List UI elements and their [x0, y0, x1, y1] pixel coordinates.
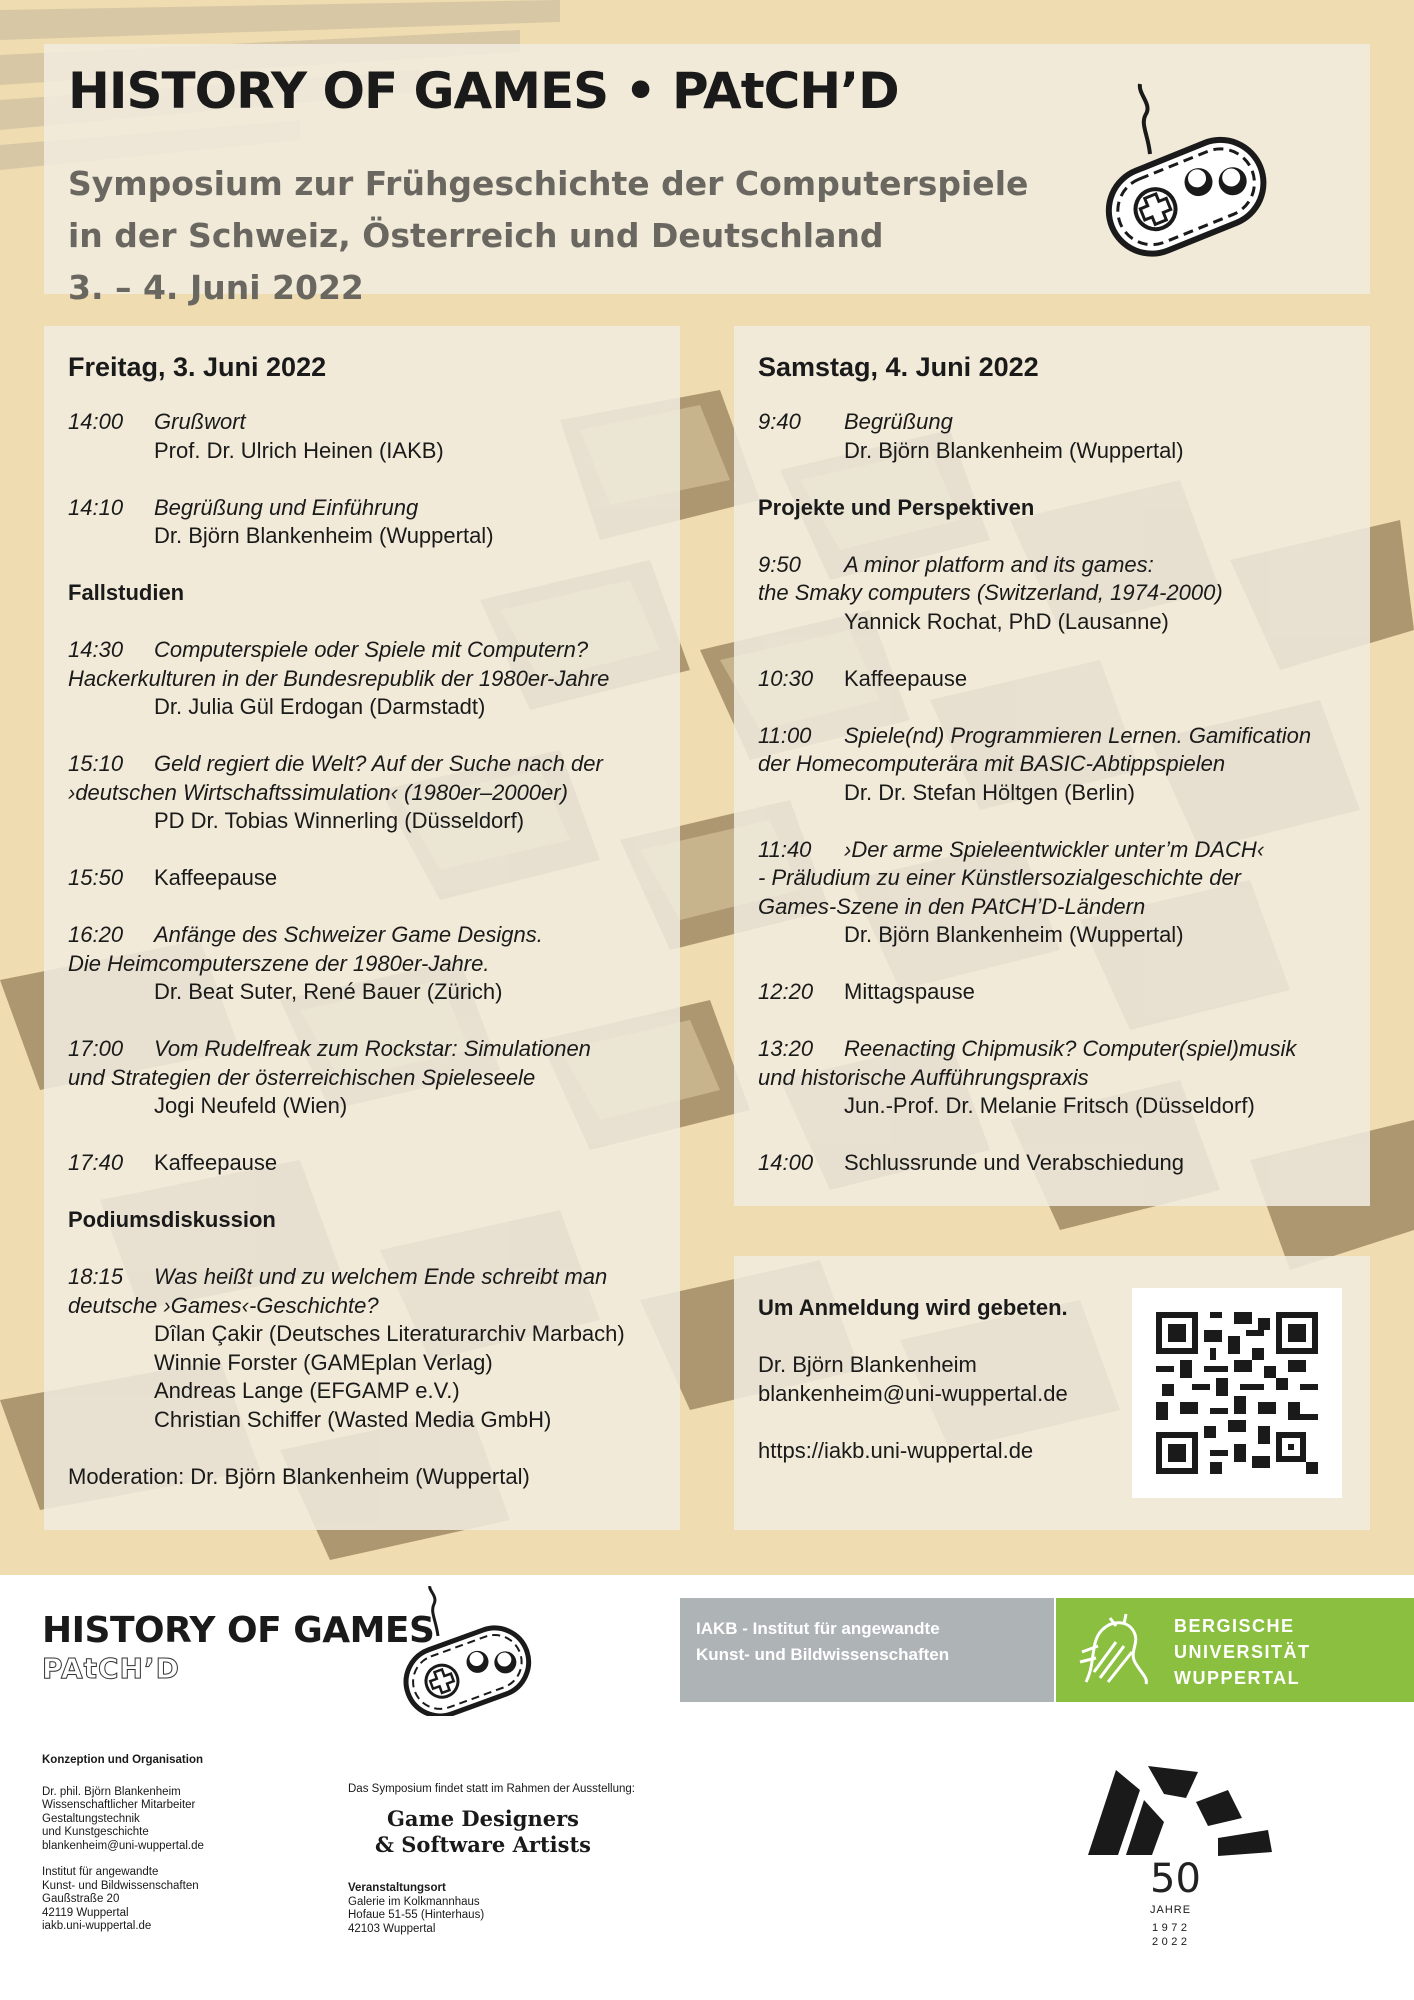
header-panel	[44, 44, 1370, 307]
program-speaker: Jogi Neufeld (Wien)	[154, 1093, 348, 1118]
org-line: und Kunstgeschichte	[42, 1826, 149, 1838]
qr-code-icon	[1156, 1312, 1318, 1474]
program-title: Begrüßung und Einführung	[154, 494, 419, 520]
program-time: 14:00	[68, 409, 124, 434]
program-time: 14:00	[758, 1150, 814, 1175]
program-time: 15:50	[68, 865, 124, 890]
venue-info	[348, 1882, 608, 1936]
section-heading: Fallstudien	[68, 580, 185, 605]
program-title-cont: Games-Szene in den PAtCH’D-Ländern	[758, 893, 1146, 919]
program-item	[758, 551, 1354, 580]
venue-line: 42103 Wuppertal	[348, 1922, 436, 1935]
friday-program-panel	[44, 326, 680, 1530]
institute-line: 42119 Wuppertal	[42, 1906, 129, 1919]
anniversary-number: 50	[1150, 1856, 1201, 1902]
program-time: 17:00	[68, 1036, 124, 1061]
program-title: Begrüßung	[844, 409, 953, 434]
program-time: 11:00	[758, 722, 812, 748]
program-time: 12:20	[758, 979, 814, 1004]
institute-website[interactable]: iakb.uni-wuppertal.de	[42, 1920, 152, 1932]
venue-heading: Veranstaltungsort	[348, 1882, 446, 1894]
university-line-1: BERGISCHE	[1174, 1616, 1295, 1636]
program-title: A minor platform and its games:	[844, 551, 1154, 577]
section-heading: Projekte und Perspektiven	[758, 494, 1035, 520]
saturday-program	[758, 408, 1354, 1178]
moderation: Moderation: Dr. Björn Blankenheim (Wuppertal)	[68, 1463, 530, 1489]
program-time: 14:10	[68, 494, 124, 520]
program-item	[68, 1149, 664, 1178]
program-speaker: Dr. Björn Blankenheim (Wuppertal)	[844, 922, 1184, 947]
program-item	[68, 494, 664, 523]
program-time: 9:50	[758, 551, 801, 577]
program-title-cont: der Homecomputerära mit BASIC-Abtippspielen	[758, 751, 1226, 776]
game-controller-icon	[1090, 74, 1280, 264]
program-item	[758, 722, 1354, 751]
saturday-program-panel	[734, 326, 1370, 1206]
qr-code[interactable]	[1132, 1288, 1342, 1498]
program-speaker: Jun.-Prof. Dr. Melanie Fritsch (Düsseldorf)	[844, 1093, 1255, 1118]
program-item	[758, 1035, 1354, 1064]
subtitle-line-1: Symposium zur Frühgeschichte der Computerspiele	[68, 164, 1029, 203]
footer-game-controller-icon	[392, 1586, 542, 1716]
program-title: Grußwort	[154, 409, 246, 434]
subtitle-line-2: in der Schweiz, Österreich und Deutschland	[68, 216, 884, 255]
program-title: Spiele(nd) Programmieren Lernen. Gamification	[844, 722, 1312, 748]
registration-panel	[734, 1256, 1370, 1530]
program-time: 14:30	[68, 637, 124, 662]
program-title-cont: deutsche ›Games‹-Geschichte?	[68, 1292, 379, 1318]
program-title-cont: ›deutschen Wirtschaftssimulation‹ (1980er–2000er)	[68, 779, 568, 805]
program-time: 11:40	[758, 836, 812, 862]
program-speaker: Dr. Beat Suter, René Bauer (Zürich)	[154, 979, 503, 1004]
program-time: 9:40	[758, 409, 801, 434]
section-heading: Podiumsdiskussion	[68, 1207, 276, 1232]
contact-email-link[interactable]: blankenheim@uni-wuppertal.de	[758, 1380, 1068, 1406]
program-time: 13:20	[758, 1036, 814, 1061]
panel-speaker: Andreas Lange (EFGAMP e.V.)	[154, 1378, 460, 1403]
program-title-cont: und Strategien der österreichischen Spieleseele	[68, 1064, 536, 1090]
program-title: Vom Rudelfreak zum Rockstar: Simulationen	[154, 1036, 591, 1061]
org-line: Dr. phil. Björn Blankenheim	[42, 1785, 181, 1798]
org-email[interactable]: blankenheim@uni-wuppertal.de	[42, 1839, 204, 1852]
anniversary-word: JAHRE	[1150, 1904, 1192, 1916]
footer-logo-subtitle: PAtCH’D	[42, 1652, 180, 1685]
program-item	[68, 1035, 664, 1064]
program-title-cont: the Smaky computers (Switzerland, 1974-2000)	[758, 580, 1223, 605]
website-link[interactable]: https://iakb.uni-wuppertal.de	[758, 1437, 1034, 1463]
contact-name: Dr. Björn Blankenheim	[758, 1352, 977, 1377]
program-time: 10:30	[758, 665, 814, 691]
program-item	[68, 1263, 664, 1292]
exhibition-line-1: Game Designers	[386, 1806, 579, 1831]
program-break: Mittagspause	[844, 979, 975, 1004]
exhibition-line-2: & Software Artists	[375, 1832, 591, 1857]
program-item	[68, 408, 664, 437]
program-speaker: Dr. Julia Gül Erdogan (Darmstadt)	[154, 694, 486, 719]
institute-line: Gaußstraße 20	[42, 1893, 120, 1905]
program-item	[68, 750, 664, 779]
program-item	[68, 921, 664, 950]
exhibition-title	[348, 1806, 618, 1858]
program-break: Kaffeepause	[154, 865, 278, 890]
event-date: 3. – 4. Juni 2022	[68, 268, 364, 307]
program-speaker: Dr. Björn Blankenheim (Wuppertal)	[844, 437, 1184, 463]
institute-line: Kunst- und Bildwissenschaften	[42, 1879, 199, 1892]
program-time: 17:40	[68, 1150, 124, 1175]
program-break: Schlussrunde und Verabschiedung	[844, 1150, 1185, 1175]
program-item	[758, 665, 1354, 694]
exhibition-intro: Das Symposium findet statt im Rahmen der Ausstellung:	[348, 1783, 635, 1795]
program-item	[758, 836, 1354, 865]
program-title-cont: und historische Aufführungspraxis	[758, 1064, 1089, 1090]
lion-logo-icon	[1076, 1612, 1156, 1690]
friday-program	[68, 408, 664, 1491]
program-speaker: Yannick Rochat, PhD (Lausanne)	[844, 608, 1169, 634]
program-title: ›Der arme Spieleentwickler unter’m DACH‹	[844, 836, 1265, 862]
contact-text	[758, 1294, 1068, 1465]
program-break: Kaffeepause	[844, 665, 968, 691]
organization-info	[42, 1754, 302, 1934]
program-title: Geld regiert die Welt? Auf der Suche nach der	[154, 751, 603, 776]
venue-line: Hofaue 51-55 (Hinterhaus)	[348, 1909, 485, 1921]
anniversary-year-start: 1972	[1152, 1922, 1191, 1934]
anniversary-logo-icon	[1078, 1760, 1278, 1860]
registration-heading: Um Anmeldung wird gebeten.	[758, 1295, 1068, 1320]
program-item	[68, 636, 664, 665]
university-line-3: WUPPERTAL	[1174, 1668, 1301, 1688]
program-item	[68, 864, 664, 893]
institute-line: Institut für angewandte	[42, 1866, 159, 1878]
program-item	[758, 978, 1354, 1007]
program-time: 18:15	[68, 1264, 124, 1289]
program-speaker: Dr. Dr. Stefan Höltgen (Berlin)	[844, 779, 1136, 805]
anniversary-year-end: 2022	[1152, 1936, 1191, 1948]
friday-title: Freitag, 3. Juni 2022	[68, 352, 327, 382]
program-title: Was heißt und zu welchem Ende schreibt man	[154, 1264, 608, 1289]
panel-speaker: Winnie Forster (GAMEplan Verlag)	[154, 1349, 493, 1375]
org-line: Gestaltungstechnik	[42, 1812, 140, 1825]
panel-speaker: Christian Schiffer (Wasted Media GmbH)	[154, 1406, 552, 1432]
program-time: 15:10	[68, 751, 124, 776]
program-title-cont: Hackerkulturen in der Bundesrepublik der 1980er-Jahre	[68, 665, 610, 691]
org-line: Wissenschaftlicher Mitarbeiter	[42, 1799, 196, 1811]
program-title: Computerspiele oder Spiele mit Computern?	[154, 637, 589, 662]
panel-speaker: Dîlan Çakir (Deutsches Literaturarchiv Marbach)	[154, 1321, 625, 1346]
program-time: 16:20	[68, 922, 124, 947]
program-speaker: Dr. Björn Blankenheim (Wuppertal)	[154, 523, 494, 548]
footer-logo-title: HISTORY OF GAMES	[42, 1610, 435, 1651]
program-title-cont: Die Heimcomputerszene der 1980er-Jahre.	[68, 950, 490, 976]
iakb-logo-box	[680, 1598, 1054, 1702]
program-speaker: Prof. Dr. Ulrich Heinen (IAKB)	[154, 437, 444, 463]
program-title: Reenacting Chipmusik? Computer(spiel)musik	[844, 1036, 1297, 1061]
program-title-cont: - Präludium zu einer Künstlersozialgeschichte der	[758, 865, 1242, 890]
university-line-2: UNIVERSITÄT	[1174, 1642, 1311, 1662]
university-logo-box	[1056, 1598, 1414, 1702]
iakb-line-1: IAKB - Institut für angewandte	[696, 1619, 940, 1638]
program-item	[758, 408, 1354, 437]
program-title: Anfänge des Schweizer Game Designs.	[154, 922, 543, 947]
saturday-title: Samstag, 4. Juni 2022	[758, 352, 1039, 382]
iakb-line-2: Kunst- und Bildwissenschaften	[696, 1645, 950, 1664]
program-break: Kaffeepause	[154, 1150, 278, 1175]
venue-line: Galerie im Kolkmannhaus	[348, 1895, 480, 1908]
poster-title: HISTORY OF GAMES • PAtCH’D	[68, 62, 899, 120]
program-item	[758, 1149, 1354, 1178]
organization-heading: Konzeption und Organisation	[42, 1754, 203, 1766]
program-speaker: PD Dr. Tobias Winnerling (Düsseldorf)	[154, 808, 525, 833]
iakb-name	[696, 1616, 1036, 1668]
